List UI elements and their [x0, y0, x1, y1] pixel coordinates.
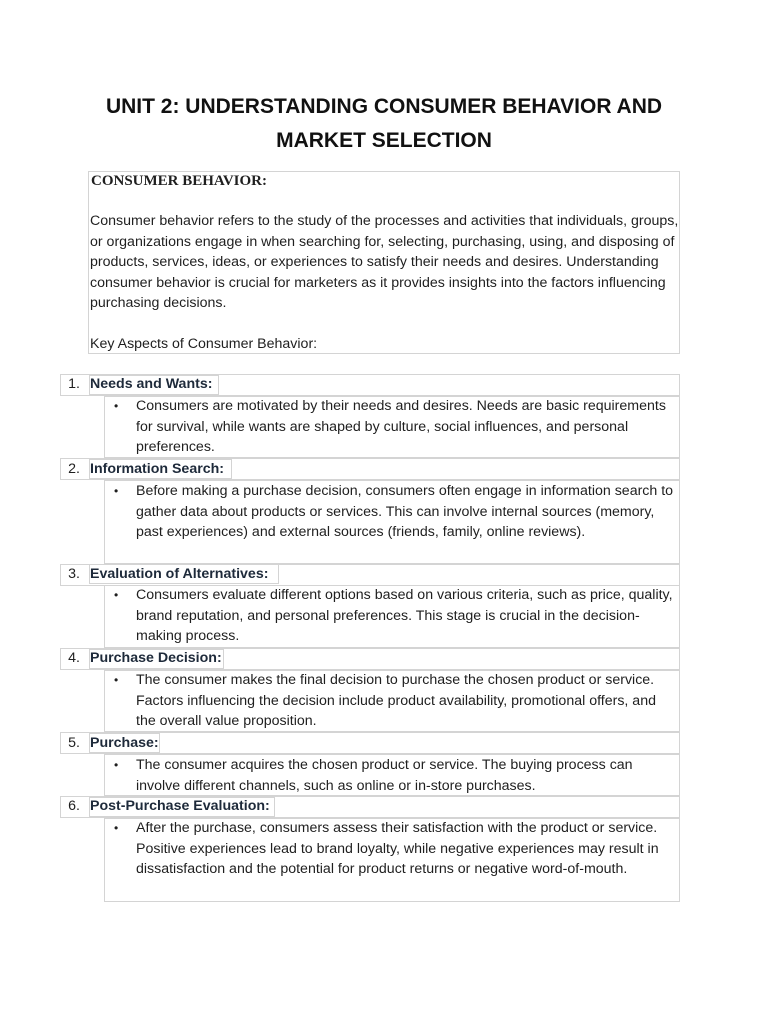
bullet-icon: •: [114, 758, 119, 772]
title-line-1: UNIT 2: UNDERSTANDING CONSUMER BEHAVIOR AND: [105, 95, 663, 118]
list-item-number: 4.: [68, 650, 80, 666]
bullet-icon: •: [114, 484, 119, 498]
key-aspects-label: Key Aspects of Consumer Behavior:: [90, 336, 318, 352]
bullet-icon: •: [114, 588, 119, 602]
list-item-heading: Post-Purchase Evaluation:: [90, 798, 270, 814]
list-item-heading: Needs and Wants:: [90, 376, 213, 392]
list-item-heading: Evaluation of Alternatives:: [90, 566, 269, 582]
list-item-description: Consumers evaluate different options based on various criteria, such as price, quality, brand reputation, and personal preferences. This stage is crucial in the decision-making process.: [136, 587, 673, 645]
list-item-heading: Purchase Decision:: [90, 650, 222, 666]
bullet-icon: •: [114, 821, 119, 835]
section-heading: CONSUMER BEHAVIOR:: [91, 173, 267, 189]
list-item-heading: Information Search:: [90, 461, 225, 477]
list-item-number: 3.: [68, 566, 80, 582]
list-item-number: 2.: [68, 461, 80, 477]
page-title: [0, 90, 768, 158]
bullet-icon: •: [114, 399, 119, 413]
bullet-icon: •: [114, 673, 119, 687]
intro-paragraph: Consumer behavior refers to the study of the processes and activities that individuals, groups, or organizations engage in when searching for, selecting, purchasing, using, and disposing of products, services, ideas, or experiences to satisfy their needs and desires. Understanding consumer behavior is crucial for marketers as it provides insights into the factors influencing purchasing decisions.: [90, 213, 679, 312]
list-item-description: The consumer acquires the chosen product or service. The buying process can involve different channels, such as online or in-store purchases.: [136, 757, 633, 794]
list-item-number: 5.: [68, 735, 80, 751]
list-item-description: The consumer makes the final decision to purchase the chosen product or service. Factors influencing the decision include product availability, promotional offers, and the overall value proposition.: [136, 672, 656, 730]
list-item-description: After the purchase, consumers assess their satisfaction with the product or service. Positive experiences lead to brand loyalty, while negative experiences may result in dissatisfaction and the potential for product returns or negative word-of-mouth.: [136, 820, 659, 878]
list-item-heading: Purchase:: [90, 735, 159, 751]
list-item-number: 1.: [68, 376, 80, 392]
title-line-2: MARKET SELECTION: [276, 129, 492, 152]
list-item-description: Consumers are motivated by their needs and desires. Needs are basic requirements for survival, while wants are shaped by culture, social influences, and personal preferences.: [136, 398, 666, 456]
list-item-description: Before making a purchase decision, consumers often engage in information search to gather data about products or services. This can involve internal sources (memory, past experiences) and external sources (friends, family, online reviews).: [136, 483, 674, 541]
list-item-number: 6.: [68, 798, 80, 814]
